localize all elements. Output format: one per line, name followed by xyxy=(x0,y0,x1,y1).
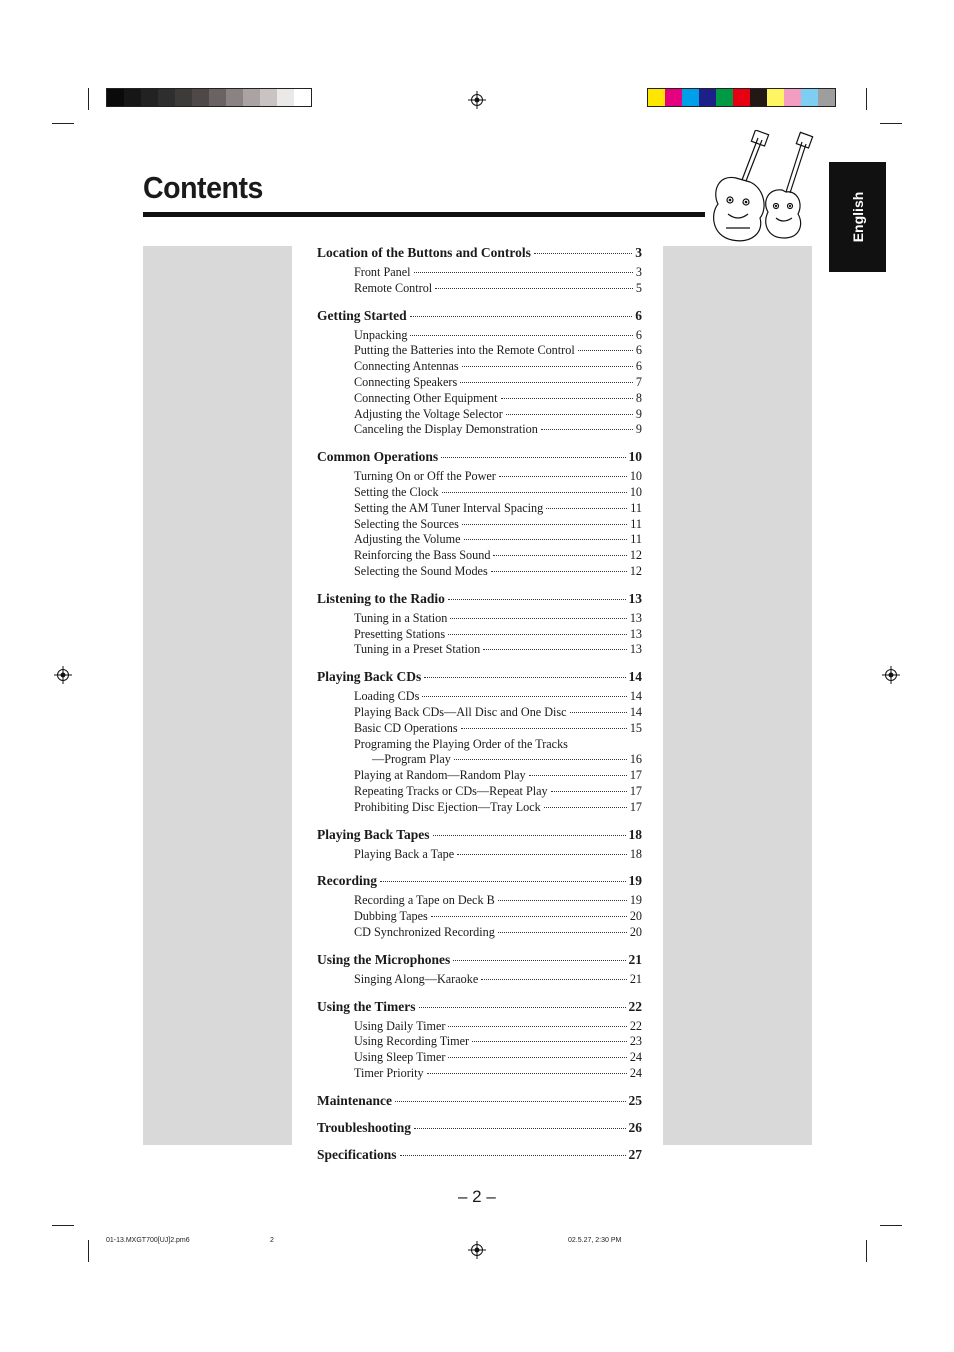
toc-heading-title: Location of the Buttons and Controls xyxy=(317,245,531,260)
toc-entry-page: 17 xyxy=(629,783,642,798)
color-swatch xyxy=(158,89,175,106)
toc-heading-title: Specifications xyxy=(317,1146,397,1162)
toc-entry[interactable] xyxy=(354,1019,642,1035)
toc-section xyxy=(317,1146,642,1163)
dot-leader xyxy=(462,366,633,367)
toc-section xyxy=(317,951,642,988)
toc-heading-title: Using the Timers xyxy=(317,998,416,1014)
title-rule xyxy=(143,212,705,217)
dot-leader xyxy=(448,1057,626,1058)
toc-entry[interactable] xyxy=(354,422,642,438)
toc-entry-page: 11 xyxy=(630,500,642,515)
dot-leader xyxy=(501,398,633,399)
toc-heading[interactable] xyxy=(317,826,642,843)
crop-mark xyxy=(88,88,89,110)
dot-leader xyxy=(460,382,633,383)
footer-filename: 01-13.MXGT700[UJ]2.pm6 xyxy=(106,1237,190,1244)
toc-heading[interactable] xyxy=(317,668,642,685)
dot-leader xyxy=(498,900,627,901)
toc-entry-page: 7 xyxy=(635,374,642,389)
toc-entry-title: —Program Play xyxy=(372,752,451,767)
toc-heading-page: 3 xyxy=(635,245,642,260)
toc-entry[interactable] xyxy=(354,391,642,407)
toc-entry[interactable] xyxy=(354,847,642,863)
toc-entry[interactable] xyxy=(354,548,642,564)
dot-leader xyxy=(410,316,633,317)
dot-leader xyxy=(453,960,625,961)
toc-heading[interactable] xyxy=(317,307,642,324)
registration-mark-icon xyxy=(54,666,72,684)
toc-entry-page: 17 xyxy=(629,799,642,814)
toc-entry-page: 6 xyxy=(635,343,642,358)
toc-entry[interactable] xyxy=(354,800,642,816)
dot-leader xyxy=(483,649,627,650)
toc-entry-title: Setting the AM Tuner Interval Spacing xyxy=(354,500,544,515)
page-number: – 2 – xyxy=(458,1187,496,1206)
toc-entry-title: Putting the Batteries into the Remote Control xyxy=(354,343,575,358)
toc-entry[interactable] xyxy=(372,752,642,768)
dot-leader xyxy=(448,634,627,635)
dot-leader xyxy=(450,618,626,619)
toc-entry-page: 14 xyxy=(629,704,642,719)
color-calibration-strip xyxy=(647,88,836,107)
toc-entry[interactable] xyxy=(354,265,642,281)
toc-entry-page: 9 xyxy=(635,406,642,421)
toc-entry-page: 11 xyxy=(630,516,642,531)
dot-leader xyxy=(422,696,626,697)
toc-entry-page: 22 xyxy=(629,1018,642,1033)
toc-entry-title: Front Panel xyxy=(354,265,411,279)
toc-entry-page: 6 xyxy=(635,327,642,342)
crop-mark xyxy=(52,1225,74,1226)
toc-entry[interactable] xyxy=(354,359,642,375)
toc-section xyxy=(317,307,642,439)
toc-entry-title: Tuning in a Station xyxy=(354,610,448,625)
toc-entry[interactable] xyxy=(354,532,642,548)
toc-entry-title: Dubbing Tapes xyxy=(354,909,428,924)
toc-entry-page: 11 xyxy=(630,532,642,547)
dot-leader xyxy=(395,1101,626,1102)
toc-heading[interactable] xyxy=(317,951,642,968)
table-of-contents xyxy=(317,244,642,1173)
toc-heading-page: 26 xyxy=(628,1119,642,1135)
toc-entry[interactable] xyxy=(354,893,642,909)
crop-mark xyxy=(52,123,74,124)
registration-mark-icon xyxy=(468,1241,486,1259)
crop-mark xyxy=(866,1240,867,1262)
toc-entry-title: Repeating Tracks or CDs—Repeat Play xyxy=(354,783,548,798)
toc-heading[interactable] xyxy=(317,590,642,607)
toc-entry-title: Prohibiting Disc Ejection—Tray Lock xyxy=(354,799,541,814)
color-swatch xyxy=(175,89,192,106)
toc-entry[interactable] xyxy=(354,407,642,423)
toc-heading-title: Common Operations xyxy=(317,449,439,465)
toc-entry[interactable] xyxy=(354,642,642,658)
toc-heading-page: 19 xyxy=(628,873,642,889)
color-swatch xyxy=(750,89,767,106)
dot-leader xyxy=(462,524,627,525)
toc-entry-page: 13 xyxy=(629,642,642,657)
toc-heading-title: Playing Back CDs xyxy=(317,669,422,685)
toc-entry-page: 8 xyxy=(635,390,642,405)
toc-entry[interactable] xyxy=(354,689,642,705)
dot-leader xyxy=(546,508,627,509)
toc-entry-title: Playing at Random—Random Play xyxy=(354,768,526,783)
dot-leader xyxy=(424,677,625,678)
toc-entry[interactable] xyxy=(354,705,642,721)
color-swatch xyxy=(294,89,311,106)
toc-entry-page: 15 xyxy=(629,720,642,735)
toc-entry[interactable] xyxy=(354,375,642,391)
toc-entry[interactable] xyxy=(354,469,642,485)
toc-entry-title: Playing Back a Tape xyxy=(354,846,455,861)
color-swatch xyxy=(801,89,818,106)
toc-entry-page: 13 xyxy=(629,610,642,625)
color-swatch xyxy=(277,89,294,106)
toc-heading-title: Troubleshooting xyxy=(317,1119,412,1135)
dot-leader xyxy=(506,414,633,415)
toc-heading-title: Getting Started xyxy=(317,307,407,323)
toc-heading[interactable] xyxy=(317,1146,642,1163)
toc-entry-page: 19 xyxy=(629,893,642,908)
toc-entry[interactable] xyxy=(354,501,642,517)
dot-leader xyxy=(541,429,633,430)
toc-entry-page: 20 xyxy=(629,924,642,939)
crop-mark xyxy=(880,123,902,124)
dot-leader xyxy=(529,775,627,776)
registration-mark-icon xyxy=(468,91,486,109)
toc-heading-page: 18 xyxy=(628,826,642,842)
toc-entry-page: 17 xyxy=(629,768,642,783)
toc-heading-page: 21 xyxy=(628,951,642,967)
dot-leader xyxy=(414,1128,625,1129)
registration-mark-icon xyxy=(882,666,900,684)
toc-section xyxy=(317,448,642,580)
toc-entry-title: Reinforcing the Bass Sound xyxy=(354,548,491,563)
color-swatch xyxy=(716,89,733,106)
toc-entry-page: 12 xyxy=(629,548,642,563)
color-swatch xyxy=(260,89,277,106)
toc-section xyxy=(317,826,642,863)
crop-mark xyxy=(880,1225,902,1226)
toc-entry[interactable] xyxy=(354,564,642,580)
toc-heading-page: 22 xyxy=(628,998,642,1014)
dot-leader xyxy=(448,1026,626,1027)
dot-leader xyxy=(493,555,626,556)
toc-entry[interactable] xyxy=(354,343,642,359)
toc-entry-page: 24 xyxy=(629,1050,642,1065)
toc-entry-page: 16 xyxy=(629,752,642,767)
dot-leader xyxy=(491,571,627,572)
dot-leader xyxy=(578,350,633,351)
toc-entry[interactable] xyxy=(354,972,642,988)
dot-leader xyxy=(534,253,632,254)
footer-timestamp: 02.5.27, 2:30 PM xyxy=(568,1237,622,1244)
toc-entry-page: 20 xyxy=(629,909,642,924)
toc-heading-page: 13 xyxy=(628,590,642,606)
toc-heading-page: 6 xyxy=(635,307,642,323)
dot-leader xyxy=(454,759,627,760)
color-swatch xyxy=(818,89,835,106)
toc-section xyxy=(317,590,642,658)
toc-entry-title: Connecting Antennas xyxy=(354,359,459,374)
toc-entry-page: 21 xyxy=(629,971,642,986)
color-swatch xyxy=(784,89,801,106)
guitar-characters-illustration xyxy=(706,130,816,245)
toc-entry-title: Loading CDs xyxy=(354,689,420,704)
toc-entry-title: Unpacking xyxy=(354,327,408,342)
dot-leader xyxy=(419,1007,626,1008)
toc-entry-title: Timer Priority xyxy=(354,1065,424,1080)
toc-heading[interactable] xyxy=(317,1092,642,1109)
toc-entry-page: 10 xyxy=(629,484,642,499)
color-swatch xyxy=(141,89,158,106)
toc-entry-page: 10 xyxy=(629,469,642,484)
left-margin-panel xyxy=(143,246,292,1145)
toc-entry-title: Recording a Tape on Deck B xyxy=(354,893,495,908)
toc-entry[interactable] xyxy=(354,1066,642,1082)
dot-leader xyxy=(544,807,627,808)
dot-leader xyxy=(435,288,633,289)
color-swatch xyxy=(209,89,226,106)
toc-entry-title: Using Daily Timer xyxy=(354,1018,446,1033)
language-tab-label: English xyxy=(849,191,866,243)
color-swatch xyxy=(733,89,750,106)
grayscale-calibration-strip xyxy=(106,88,312,107)
toc-heading[interactable] xyxy=(317,872,642,889)
dot-leader xyxy=(380,881,626,882)
toc-entry-title: Basic CD Operations xyxy=(354,720,458,735)
dot-leader xyxy=(570,712,627,713)
dot-leader xyxy=(410,335,632,336)
toc-entry[interactable] xyxy=(354,485,642,501)
toc-entry-title: Using Sleep Timer xyxy=(354,1050,446,1065)
color-swatch xyxy=(648,89,665,106)
footer-page: 2 xyxy=(270,1237,274,1244)
toc-heading-page: 14 xyxy=(628,669,642,685)
toc-entry-line[interactable]: Programing the Playing Order of the Tracks xyxy=(354,736,568,751)
dot-leader xyxy=(498,932,627,933)
dot-leader xyxy=(499,476,627,477)
toc-heading[interactable] xyxy=(317,998,642,1015)
dot-leader xyxy=(481,979,627,980)
toc-entry-page: 12 xyxy=(629,563,642,578)
color-swatch xyxy=(243,89,260,106)
dot-leader xyxy=(431,916,627,917)
page-title: Contents xyxy=(143,170,263,205)
toc-entry[interactable] xyxy=(354,784,642,800)
toc-entry-title: Adjusting the Voltage Selector xyxy=(354,406,503,421)
toc-heading-title: Recording xyxy=(317,873,377,889)
dot-leader xyxy=(414,272,633,273)
toc-entry-page: 9 xyxy=(635,422,642,437)
toc-heading-title: Maintenance xyxy=(317,1092,392,1108)
toc-section xyxy=(317,1119,642,1136)
toc-entry[interactable] xyxy=(354,721,642,737)
toc-entry-page: 6 xyxy=(635,359,642,374)
toc-entry[interactable] xyxy=(354,517,642,533)
toc-entry-title: Setting the Clock xyxy=(354,484,439,499)
toc-entry-title: Using Recording Timer xyxy=(354,1034,470,1049)
toc-entry[interactable] xyxy=(354,768,642,784)
toc-entry-title: Adjusting the Volume xyxy=(354,532,461,547)
toc-entry-title: Selecting the Sound Modes xyxy=(354,563,488,578)
toc-entry-page: 5 xyxy=(635,280,642,295)
toc-entry-title: Connecting Other Equipment xyxy=(354,390,498,405)
toc-entry[interactable] xyxy=(354,627,642,643)
crop-mark xyxy=(88,1240,89,1262)
toc-entry-page: 14 xyxy=(629,689,642,704)
toc-entry-page: 24 xyxy=(629,1065,642,1080)
toc-entry-title: Remote Control xyxy=(354,280,433,295)
color-swatch xyxy=(192,89,209,106)
dot-leader xyxy=(464,539,628,540)
dot-leader xyxy=(472,1041,627,1042)
right-margin-panel xyxy=(663,246,812,1145)
toc-entry-title: Selecting the Sources xyxy=(354,516,459,531)
toc-heading[interactable] xyxy=(317,244,642,261)
toc-section xyxy=(317,668,642,815)
color-swatch xyxy=(124,89,141,106)
toc-entry[interactable] xyxy=(354,1050,642,1066)
toc-entry-title: Playing Back CDs—All Disc and One Disc xyxy=(354,704,567,719)
dot-leader xyxy=(448,599,626,600)
toc-section xyxy=(317,872,642,940)
toc-heading[interactable] xyxy=(317,448,642,465)
toc-section xyxy=(317,244,642,297)
crop-mark xyxy=(866,88,867,110)
toc-entry-title: Canceling the Display Demonstration xyxy=(354,422,538,437)
toc-entry-title: Singing Along—Karaoke xyxy=(354,971,479,986)
toc-entry-title: Presetting Stations xyxy=(354,626,446,641)
toc-heading-page: 27 xyxy=(628,1146,642,1162)
dot-leader xyxy=(457,854,627,855)
color-swatch xyxy=(665,89,682,106)
toc-entry-page: 18 xyxy=(629,846,642,861)
toc-heading[interactable] xyxy=(317,1119,642,1136)
dot-leader xyxy=(551,791,627,792)
toc-heading-title: Using the Microphones xyxy=(317,951,451,967)
color-swatch xyxy=(699,89,716,106)
toc-entry[interactable] xyxy=(354,909,642,925)
toc-heading-title: Playing Back Tapes xyxy=(317,826,430,842)
toc-entry[interactable] xyxy=(354,281,642,297)
toc-section xyxy=(317,998,642,1082)
toc-entry[interactable] xyxy=(354,925,642,941)
toc-entry-title: Connecting Speakers xyxy=(354,374,458,389)
dot-leader xyxy=(461,728,627,729)
toc-section xyxy=(317,1092,642,1109)
color-swatch xyxy=(226,89,243,106)
toc-entry[interactable] xyxy=(354,328,642,344)
toc-entry[interactable] xyxy=(354,611,642,627)
color-swatch xyxy=(107,89,124,106)
dot-leader xyxy=(442,492,627,493)
toc-heading-page: 10 xyxy=(628,449,642,465)
toc-entry-page: 3 xyxy=(635,265,642,279)
toc-entry-title: Tuning in a Preset Station xyxy=(354,642,481,657)
toc-entry[interactable] xyxy=(354,1034,642,1050)
language-tab xyxy=(829,162,886,272)
dot-leader xyxy=(433,835,626,836)
toc-entry-title: CD Synchronized Recording xyxy=(354,924,495,939)
color-swatch xyxy=(682,89,699,106)
dot-leader xyxy=(441,457,625,458)
dot-leader xyxy=(427,1073,627,1074)
toc-heading-page: 25 xyxy=(628,1092,642,1108)
toc-heading-title: Listening to the Radio xyxy=(317,590,445,606)
toc-entry-page: 13 xyxy=(629,626,642,641)
toc-entry-title: Turning On or Off the Power xyxy=(354,469,496,484)
dot-leader xyxy=(400,1155,626,1156)
toc-entry-page: 23 xyxy=(629,1034,642,1049)
color-swatch xyxy=(767,89,784,106)
